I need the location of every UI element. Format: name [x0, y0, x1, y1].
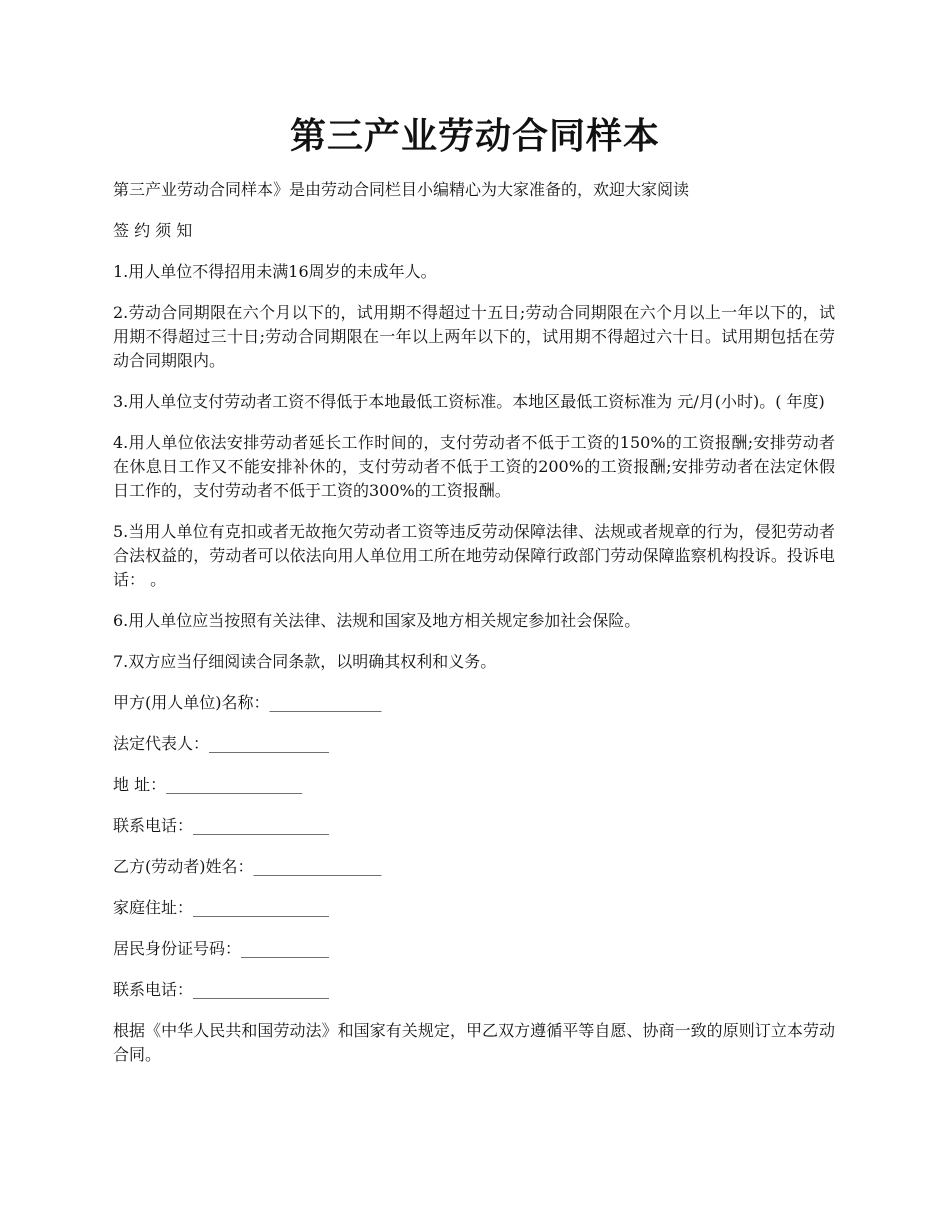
field-id-number: [113, 937, 835, 961]
clause-5: 5.当用人单位有克扣或者无故拖欠劳动者工资等违反劳动保障法律、法规或者规章的行为，侵犯劳动者合法权益的，劳动者可以依法向用人单位用工所在地劳动保障行政部门劳动保障监察机构投诉。投诉电话： 。: [113, 522, 835, 589]
document-body: [113, 178, 835, 1084]
fill-line: ______________: [269, 693, 382, 712]
field-label: 法定代表人：: [113, 734, 210, 753]
field-label: 联系电话：: [113, 980, 194, 999]
field-employee-name: [113, 855, 835, 879]
intro-paragraph: 第三产业劳动合同样本》是由劳动合同栏目小编精心为大家准备的，欢迎大家阅读: [113, 180, 690, 199]
field-legal-representative: [113, 732, 835, 756]
clause-2: 2.劳动合同期限在六个月以下的，试用期不得超过十五日;劳动合同期限在六个月以上一年以下的，试用期不得超过三十日;劳动合同期限在一年以上两年以下的，试用期不得超过六十日。试用期包括在劳动合同期限内。: [113, 303, 835, 370]
clause-7: 7.双方应当仔细阅读合同条款，以明确其权利和义务。: [113, 652, 497, 671]
fill-line: ___________: [241, 939, 330, 958]
field-label: 家庭住址：: [113, 898, 194, 917]
clause-4: 4.用人单位依法安排劳动者延长工作时间的，支付劳动者不低于工资的150%的工资报酬;安排劳动者在休息日工作又不能安排补休的，支付劳动者不低于工资的200%的工资报酬;安排劳动者在法定休假日工作的，支付劳动者不低于工资的300%的工资报酬。: [113, 433, 835, 500]
field-employer-name: [113, 691, 835, 715]
clause-3: 3.用人单位支付劳动者工资不得低于本地最低工资标准。本地区最低工资标准为 元/月(小时)。( 年度): [113, 392, 825, 411]
fill-line: ________________: [253, 857, 382, 876]
field-label: 地 址：: [113, 775, 167, 794]
field-employer-phone: [113, 814, 835, 838]
clause-1: 1.用人单位不得招用未满16周岁的未成年人。: [113, 262, 437, 281]
fill-line: _________________: [193, 898, 330, 917]
field-address: [113, 773, 835, 797]
section-heading: 签 约 须 知: [113, 221, 193, 240]
field-label: 甲方(用人单位)名称：: [113, 693, 270, 712]
document-title: 第三产业劳动合同样本: [289, 115, 660, 157]
clause-6: 6.用人单位应当按照有关法律、法规和国家及地方相关规定参加社会保险。: [113, 611, 641, 630]
field-label: 联系电话：: [113, 816, 194, 835]
fill-line: _________________: [193, 980, 330, 999]
fill-line: _______________: [209, 734, 330, 753]
field-home-address: [113, 896, 835, 920]
field-employee-phone: [113, 978, 835, 1002]
field-label: 居民身份证号码：: [113, 939, 242, 958]
fill-line: _________________: [166, 775, 303, 794]
closing-paragraph: 根据《中华人民共和国劳动法》和国家有关规定，甲乙双方遵循平等自愿、协商一致的原则订立本劳动合同。: [113, 1021, 835, 1064]
field-label: 乙方(劳动者)姓名：: [113, 857, 254, 876]
fill-line: _________________: [193, 816, 330, 835]
